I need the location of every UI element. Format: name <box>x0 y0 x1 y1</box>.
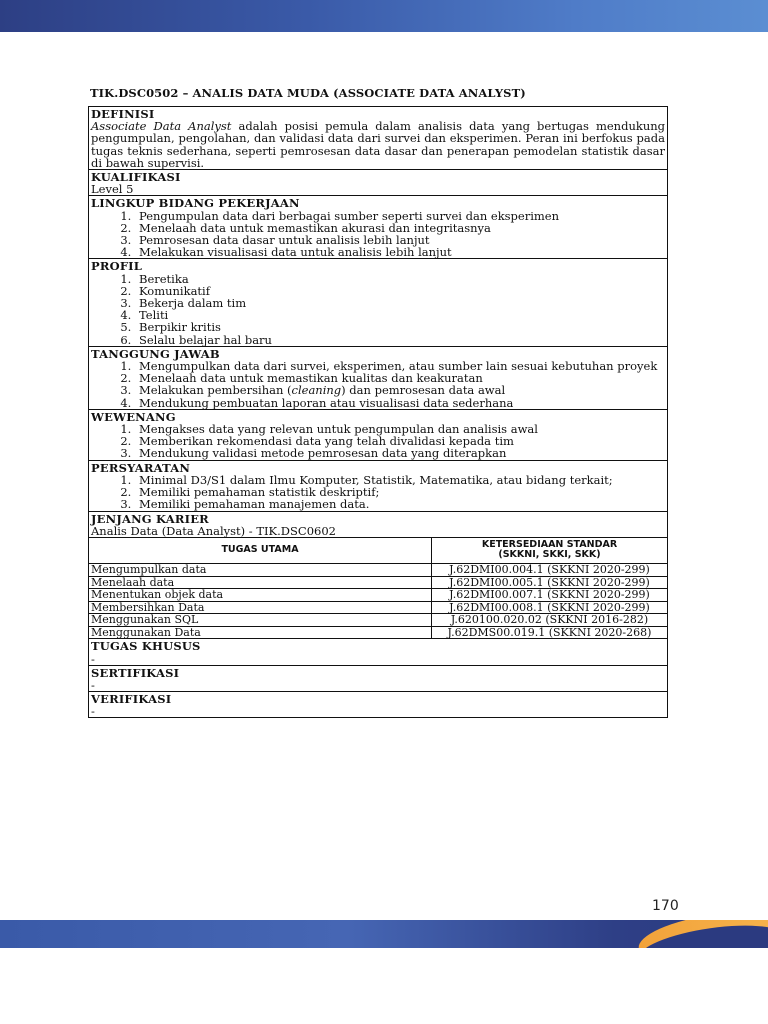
list-item <box>135 384 665 396</box>
profil-heading: PROFIL <box>91 259 143 274</box>
table-row <box>89 589 667 602</box>
wewenang-heading: WEWENANG <box>91 409 176 424</box>
list-item: 3. Bekerja dalam tim <box>135 297 665 309</box>
kualifikasi-heading: KUALIFIKASI <box>91 170 181 185</box>
list-item: 1. Mengumpulkan data dari survei, eksperimen, atau sumber lain sesuai kebutuhan proyek <box>135 360 665 372</box>
profil-section <box>89 259 667 346</box>
sertifikasi-heading: SERTIFIKASI <box>91 665 180 680</box>
footer-band <box>0 920 768 948</box>
col-header-tugas: TUGAS UTAMA <box>89 538 432 564</box>
task-cell: Mengumpulkan data <box>89 563 432 576</box>
list-item: 5. Berpikir kritis <box>135 321 665 333</box>
list-item: 4. Melakukan visualisasi data untuk analisis lebih lanjut <box>135 246 665 258</box>
standard-cell: J.62DMI00.005.1 (SKKNI 2020-299) <box>432 576 668 589</box>
list-item: 2. Komunikatif <box>135 285 665 297</box>
definisi-body: adalah posisi pemula dalam analisis data yang bertugas mendukung pengumpulan, pengolahan, dan validasi data dari survei dan eksperimen. Peran ini berfokus pada tugas teknis sederhana, seperti pemrosesan data dasar dan penerapan pemodelan statistik dasar di bawah supervisi. <box>91 119 665 170</box>
verifikasi-section <box>89 692 667 717</box>
definisi-section <box>89 107 667 170</box>
sertifikasi-text: - <box>91 677 95 692</box>
lingkup-heading: LINGKUP BIDANG PEKERJAAN <box>91 196 300 211</box>
task-cell: Menggunakan SQL <box>89 614 432 627</box>
standard-cell: J.62DMS00.019.1 (SKKNI 2020-268) <box>432 626 668 638</box>
page-number: 170 <box>652 898 679 914</box>
table-row <box>89 563 667 576</box>
tanggung-jawab-section <box>89 347 667 410</box>
list-item: 3. Mendukung validasi metode pemrosesan data yang diterapkan <box>135 447 665 459</box>
list-item: 1. Beretika <box>135 273 665 285</box>
verifikasi-text: - <box>91 704 95 718</box>
table-row <box>89 614 667 627</box>
table-row <box>89 626 667 638</box>
sertifikasi-section <box>89 666 667 692</box>
list-item: 3. Memiliki pemahaman manajemen data. <box>135 498 665 510</box>
task-cell: Menggunakan Data <box>89 626 432 638</box>
list-item: 6. Selalu belajar hal baru <box>135 334 665 346</box>
standard-cell: J.620100.020.02 (SKKNI 2016-282) <box>432 614 668 627</box>
tugas-khusus-section <box>89 639 667 665</box>
persyaratan-section <box>89 461 667 512</box>
task-cell: Menentukan objek data <box>89 589 432 602</box>
table-row <box>89 601 667 614</box>
item-text: ) dan pemrosesan data awal <box>341 383 506 398</box>
list-item: 4. Teliti <box>135 309 665 321</box>
item-italic-term: cleaning <box>291 383 342 398</box>
tugas-utama-table <box>89 538 667 639</box>
standard-cell: J.62DMI00.007.1 (SKKNI 2020-299) <box>432 589 668 602</box>
list-item: 2. Menelaah data untuk memastikan akurasi dan integritasnya <box>135 222 665 234</box>
list-item: 1. Minimal D3/S1 dalam Ilmu Komputer, Statistik, Matematika, atau bidang terkait; <box>135 474 665 486</box>
col-header-standar <box>432 538 668 564</box>
tugas-utama-section <box>89 538 667 640</box>
header-band <box>0 0 768 32</box>
lingkup-section <box>89 196 667 259</box>
standard-cell: J.62DMI00.004.1 (SKKNI 2020-299) <box>432 563 668 576</box>
document-title: TIK.DSC0502 – ANALIS DATA MUDA (ASSOCIATE DATA ANALYST) <box>90 86 526 100</box>
table-row <box>89 576 667 589</box>
kualifikasi-text: Level 5 <box>91 182 134 197</box>
list-item: 2. Memberikan rekomendasi data yang telah divalidasi kepada tim <box>135 435 665 447</box>
definisi-heading: DEFINISI <box>91 107 155 121</box>
list-item: 1. Pengumpulan data dari berbagai sumber seperti survei dan eksperimen <box>135 210 665 222</box>
definisi-term: Associate Data Analyst <box>91 119 232 134</box>
persyaratan-heading: PERSYARATAN <box>91 460 191 475</box>
job-spec-table <box>88 106 668 718</box>
list-item: 2. Memiliki pemahaman statistik deskriptif; <box>135 486 665 498</box>
list-item: 1. Mengakses data yang relevan untuk pengumpulan dan analisis awal <box>135 423 665 435</box>
col-header-line: (SKKNI, SKKI, SKK) <box>498 549 601 561</box>
list-item: 3. Pemrosesan data dasar untuk analisis lebih lanjut <box>135 234 665 246</box>
item-text: Melakukan pembersihan ( <box>139 383 292 398</box>
col-header-line: KETERSEDIAAN STANDAR <box>481 538 618 550</box>
wewenang-section <box>89 410 667 461</box>
tugas-khusus-heading: TUGAS KHUSUS <box>91 639 201 654</box>
tanggung-jawab-heading: TANGGUNG JAWAB <box>91 346 220 361</box>
task-cell: Membersihkan Data <box>89 601 432 614</box>
task-cell: Menelaah data <box>89 576 432 589</box>
table-header-row <box>89 538 667 564</box>
jenjang-text: Analis Data (Data Analyst) - TIK.DSC0602 <box>91 523 336 538</box>
definisi-text <box>91 120 665 169</box>
tugas-khusus-text: - <box>91 651 95 666</box>
jenjang-section <box>89 512 667 538</box>
list-item: 2. Menelaah data untuk memastikan kualitas dan keakuratan <box>135 372 665 384</box>
verifikasi-heading: VERIFIKASI <box>91 691 172 706</box>
jenjang-heading: JENJANG KARIER <box>91 511 209 526</box>
kualifikasi-section <box>89 170 667 196</box>
standard-cell: J.62DMI00.008.1 (SKKNI 2020-299) <box>432 601 668 614</box>
list-item: 4. Mendukung pembuatan laporan atau visualisasi data sederhana <box>135 397 665 409</box>
